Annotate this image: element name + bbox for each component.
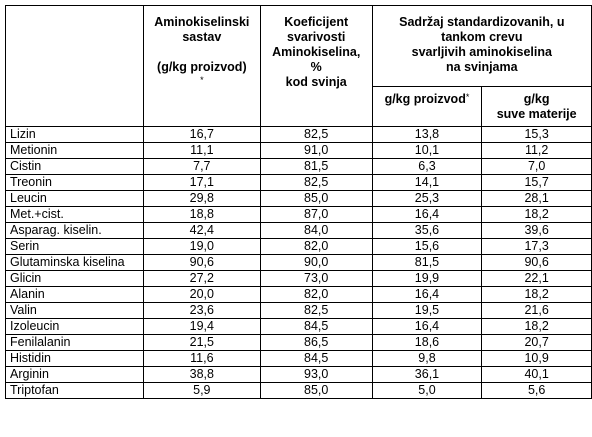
digestible-gkg-product-value: 19,9 [372, 271, 482, 287]
amino-composition-value: 42,4 [143, 223, 260, 239]
digestible-gkg-dry-matter-value: 7,0 [482, 159, 592, 175]
header-amino-composition [143, 6, 260, 127]
digestible-gkg-dry-matter-value: 28,1 [482, 191, 592, 207]
digestibility-value: 87,0 [260, 207, 372, 223]
header-sadr-line-1: Sadržaj standardizovanih, u [399, 15, 565, 29]
digestible-gkg-dry-matter-value: 20,7 [482, 335, 592, 351]
header-dry-line-1: g/kg [523, 92, 550, 106]
header-koef-line-4: % [310, 60, 322, 74]
digestibility-value: 82,5 [260, 303, 372, 319]
table-row [6, 351, 592, 367]
table-row [6, 191, 592, 207]
digestible-gkg-product-value: 36,1 [372, 367, 482, 383]
table-row [6, 287, 592, 303]
digestible-gkg-dry-matter-value: 18,2 [482, 287, 592, 303]
header-gkg-product: g/kg proizvod* [372, 87, 482, 127]
digestible-gkg-product-value: 9,8 [372, 351, 482, 367]
digestibility-value: 90,0 [260, 255, 372, 271]
digestibility-value: 82,0 [260, 239, 372, 255]
header-sadr-line-3: svarljivih aminokiselina [411, 45, 552, 59]
amino-acid-name: Cistin [6, 159, 144, 175]
amino-acid-name: Izoleucin [6, 319, 144, 335]
header-amino-line-4: (g/kg proizvod) * [144, 60, 260, 90]
amino-acid-name: Glicin [6, 271, 144, 287]
header-standardized-content [372, 6, 591, 87]
digestible-gkg-product-value: 5,0 [372, 383, 482, 399]
digestible-gkg-dry-matter-value: 90,6 [482, 255, 592, 271]
digestible-gkg-product-value: 18,6 [372, 335, 482, 351]
digestibility-value: 93,0 [260, 367, 372, 383]
amino-composition-value: 23,6 [143, 303, 260, 319]
header-koef-line-2: svarivosti [287, 30, 346, 44]
amino-composition-value: 11,1 [143, 143, 260, 159]
amino-acid-name: Fenilalanin [6, 335, 144, 351]
header-empty-cell [6, 6, 144, 127]
digestible-gkg-dry-matter-value: 15,7 [482, 175, 592, 191]
digestible-gkg-dry-matter-value: 10,9 [482, 351, 592, 367]
header-amino-line-1: Aminokiselinski [154, 15, 250, 29]
amino-composition-value: 38,8 [143, 367, 260, 383]
amino-composition-value: 16,7 [143, 127, 260, 143]
table-row [6, 319, 592, 335]
digestible-gkg-product-value: 10,1 [372, 143, 482, 159]
digestible-gkg-dry-matter-value: 18,2 [482, 207, 592, 223]
amino-acid-name: Triptofan [6, 383, 144, 399]
digestibility-value: 82,5 [260, 127, 372, 143]
digestible-gkg-product-value: 16,4 [372, 319, 482, 335]
amino-composition-value: 19,4 [143, 319, 260, 335]
amino-composition-value: 20,0 [143, 287, 260, 303]
digestible-gkg-product-value: 81,5 [372, 255, 482, 271]
amino-acid-name: Alanin [6, 287, 144, 303]
table-row [6, 335, 592, 351]
amino-composition-value: 21,5 [143, 335, 260, 351]
digestible-gkg-dry-matter-value: 18,2 [482, 319, 592, 335]
amino-composition-value: 18,8 [143, 207, 260, 223]
header-sadr-line-4: na svinjama [446, 60, 518, 74]
header-koef-line-1: Koeficijent [284, 15, 349, 29]
digestibility-value: 81,5 [260, 159, 372, 175]
footnote-mark: * [200, 75, 204, 85]
header-koef-line-3: Aminokiselina, [272, 45, 361, 59]
amino-acid-name: Leucin [6, 191, 144, 207]
digestible-gkg-product-value: 35,6 [372, 223, 482, 239]
amino-acid-name: Histidin [6, 351, 144, 367]
digestible-gkg-product-value: 14,1 [372, 175, 482, 191]
digestible-gkg-product-value: 25,3 [372, 191, 482, 207]
table-row [6, 271, 592, 287]
amino-composition-value: 5,9 [143, 383, 260, 399]
digestibility-value: 85,0 [260, 191, 372, 207]
digestible-gkg-product-value: 16,4 [372, 207, 482, 223]
digestible-gkg-product-value: 16,4 [372, 287, 482, 303]
amino-composition-value: 7,7 [143, 159, 260, 175]
amino-composition-value: 90,6 [143, 255, 260, 271]
amino-acid-name: Arginin [6, 367, 144, 383]
digestible-gkg-product-value: 15,6 [372, 239, 482, 255]
digestibility-value: 84,0 [260, 223, 372, 239]
table-row [6, 159, 592, 175]
header-koef-line-5: kod svinja [285, 75, 347, 89]
amino-composition-value: 11,6 [143, 351, 260, 367]
digestible-gkg-dry-matter-value: 40,1 [482, 367, 592, 383]
digestibility-value: 84,5 [260, 351, 372, 367]
table-row [6, 223, 592, 239]
table-row [6, 175, 592, 191]
digestible-gkg-dry-matter-value: 21,6 [482, 303, 592, 319]
header-digestibility-coefficient [260, 6, 372, 127]
table-row [6, 367, 592, 383]
digestibility-value: 82,0 [260, 287, 372, 303]
digestible-gkg-dry-matter-value: 39,6 [482, 223, 592, 239]
digestible-gkg-dry-matter-value: 5,6 [482, 383, 592, 399]
digestibility-value: 82,5 [260, 175, 372, 191]
table-row [6, 303, 592, 319]
footnote-mark: * [465, 92, 470, 102]
table-row [6, 207, 592, 223]
table-row [6, 255, 592, 271]
amino-acid-name: Lizin [6, 127, 144, 143]
digestible-gkg-product-value: 19,5 [372, 303, 482, 319]
amino-acid-table [5, 5, 592, 399]
amino-composition-value: 29,8 [143, 191, 260, 207]
digestible-gkg-product-value: 6,3 [372, 159, 482, 175]
digestible-gkg-product-value: 13,8 [372, 127, 482, 143]
header-dry-line-2: suve materije [496, 107, 577, 121]
amino-acid-name: Valin [6, 303, 144, 319]
amino-composition-value: 19,0 [143, 239, 260, 255]
digestibility-value: 73,0 [260, 271, 372, 287]
header-amino-line-2: sastav [182, 30, 222, 44]
digestible-gkg-dry-matter-value: 22,1 [482, 271, 592, 287]
amino-acid-name: Serin [6, 239, 144, 255]
amino-acid-name: Asparag. kiselin. [6, 223, 144, 239]
digestibility-value: 86,5 [260, 335, 372, 351]
amino-acid-name: Met.+cist. [6, 207, 144, 223]
digestible-gkg-dry-matter-value: 15,3 [482, 127, 592, 143]
digestibility-value: 91,0 [260, 143, 372, 159]
digestible-gkg-dry-matter-value: 17,3 [482, 239, 592, 255]
amino-acid-name: Metionin [6, 143, 144, 159]
header-amino-gap [144, 45, 260, 60]
digestibility-value: 85,0 [260, 383, 372, 399]
table-body [6, 127, 592, 399]
amino-acid-name: Glutaminska kiselina [6, 255, 144, 271]
table-row [6, 127, 592, 143]
digestible-gkg-dry-matter-value: 11,2 [482, 143, 592, 159]
header-sadr-line-2: tankom crevu [441, 30, 523, 44]
table-row [6, 383, 592, 399]
amino-composition-value: 27,2 [143, 271, 260, 287]
table-row [6, 143, 592, 159]
header-gkg-dry-matter [482, 87, 592, 127]
amino-acid-name: Treonin [6, 175, 144, 191]
digestibility-value: 84,5 [260, 319, 372, 335]
amino-composition-value: 17,1 [143, 175, 260, 191]
table-row [6, 239, 592, 255]
